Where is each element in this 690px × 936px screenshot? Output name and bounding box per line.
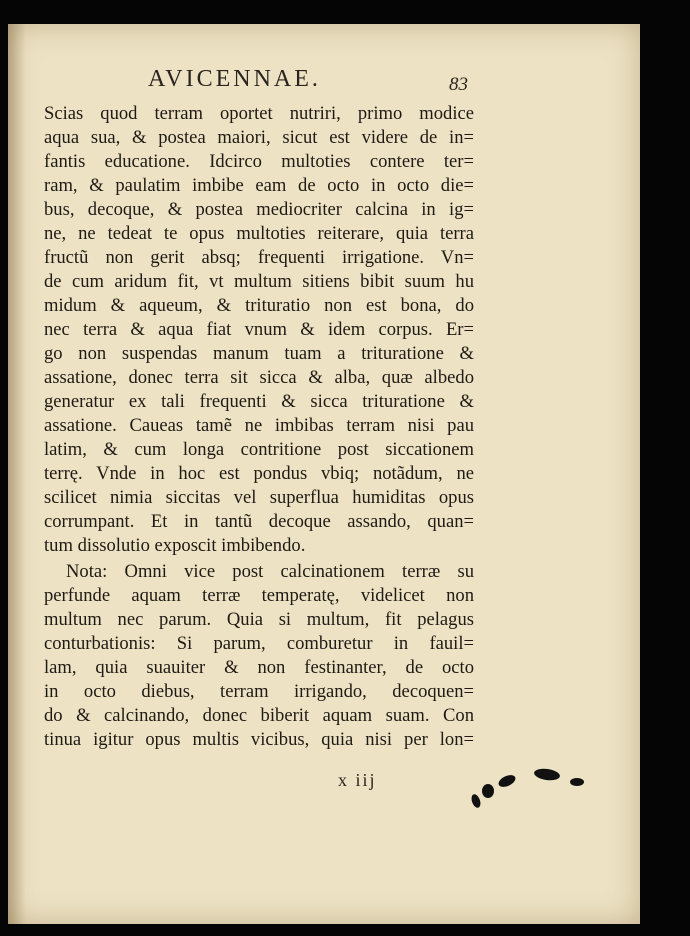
- text-line: scilicet nimia siccitas vel superflua humiditas opus: [44, 487, 474, 508]
- text-line: generatur ex tali frequenti & sicca trituratione &: [44, 391, 474, 412]
- page-number: 83: [449, 74, 468, 95]
- ink-blot: [570, 778, 584, 786]
- ink-blot: [533, 767, 560, 782]
- ink-blot: [482, 784, 494, 798]
- text-line: tum dissolutio exposcit imbibendo.: [44, 535, 306, 556]
- page-gutter-shadow: [8, 24, 26, 924]
- text-line: multum nec parum. Quia si multum, fit pelagus: [44, 609, 474, 630]
- ink-blot: [470, 793, 482, 809]
- text-line: de cum aridum fit, vt multum sitiens bibit suum hu: [44, 271, 474, 292]
- text-line: ram, & paulatim imbibe eam de octo in octo die=: [44, 175, 474, 196]
- book-page: [8, 24, 640, 924]
- text-line: perfunde aquam terræ temperatę, videlicet non: [44, 585, 474, 606]
- text-line: fructũ non gerit absq; frequenti irrigatione. Vn=: [44, 247, 474, 268]
- signature-mark: x iij: [338, 770, 377, 790]
- text-line: do & calcinando, donec biberit aquam suam. Con: [44, 705, 474, 726]
- text-line: terrę. Vnde in hoc est pondus vbiq; notãdum, ne: [44, 463, 474, 484]
- text-line: tinua igitur opus multis vicibus, quia nisi per lon=: [44, 729, 474, 750]
- text-line: latim, & cum longa contritione post siccationem: [44, 439, 474, 460]
- text-line: bus, decoque, & postea mediocriter calcina in ig=: [44, 199, 474, 220]
- text-line: assatione, donec terra sit sicca & alba, quæ albedo: [44, 367, 474, 388]
- text-line: go non suspendas manum tuam a trituratione &: [44, 343, 474, 364]
- text-line: Scias quod terram oportet nutriri, primo modice: [44, 103, 474, 124]
- text-line: nec terra & aqua fiat vnum & idem corpus. Er=: [44, 319, 474, 340]
- text-line: ne, ne tedeat te opus multoties reiterare, quia terra: [44, 223, 474, 244]
- text-line: corrumpant. Et in tantũ decoque assando, quan=: [44, 511, 474, 532]
- text-line: midum & aqueum, & trituratio non est bona, do: [44, 295, 474, 316]
- text-line: fantis educatione. Idcirco multoties contere ter=: [44, 151, 474, 172]
- text-line: lam, quia suauiter & non festinanter, de octo: [44, 657, 474, 678]
- text-block: [44, 102, 474, 752]
- text-line: conturbationis: Si parum, comburetur in fauil=: [44, 633, 474, 654]
- text-line: assatione. Caueas tamẽ ne imbibas terram nisi pau: [44, 415, 474, 436]
- running-head: AVICENNAE.: [148, 66, 321, 92]
- text-line: aqua sua, & postea maiori, sicut est videre de in=: [44, 127, 474, 148]
- ink-blot: [497, 773, 518, 790]
- text-line: in octo diebus, terram irrigando, decoquen=: [44, 681, 474, 702]
- text-line: Nota: Omni vice post calcinationem terræ su: [66, 561, 474, 582]
